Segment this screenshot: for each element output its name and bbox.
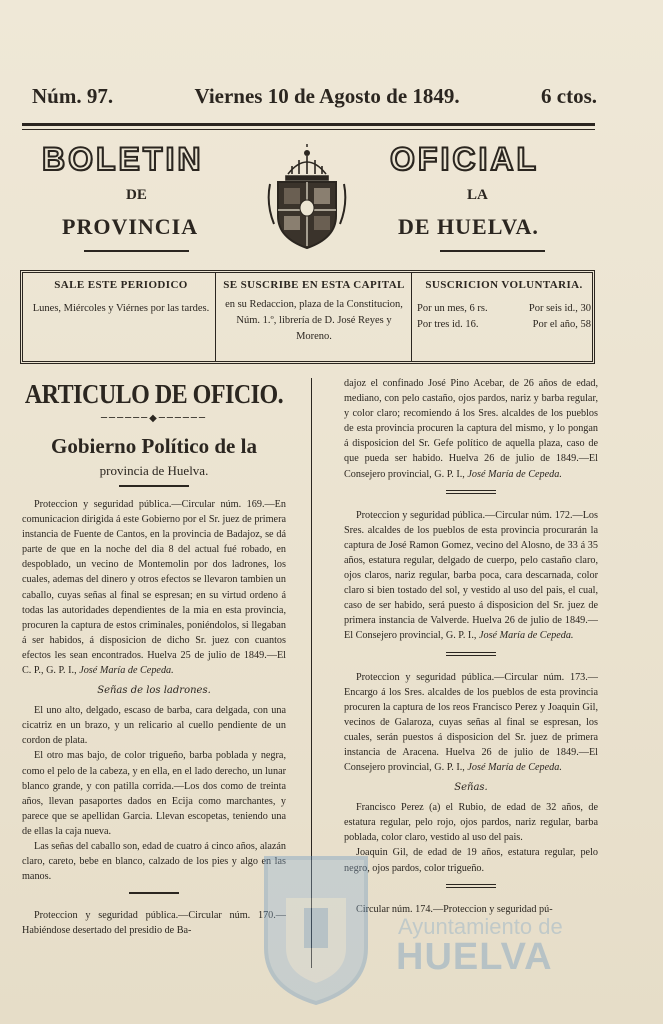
senas-ladrones-heading: Señas de los ladrones. — [97, 685, 211, 697]
infobox-col2-title: SE SUSCRIBE EN ESTA CAPITAL — [223, 279, 405, 291]
title-de: DE — [126, 187, 147, 203]
infobox-col1-text: Lunes, Miércoles y Viérnes por las tardes. — [32, 303, 210, 314]
column-separator — [311, 378, 312, 968]
price-one-year: Por el año, 58 — [532, 319, 591, 330]
infobox-col-periodicity — [31, 277, 211, 357]
description-joaquin-gil: Joaquin Gil, de edad de 19 años, estatura regular, pelo negro, ojos pardos, color trigueño. — [344, 847, 598, 874]
watermark-line-1: Ayuntamiento de — [398, 914, 563, 939]
senas-heading: Señas. — [454, 782, 488, 794]
price-three-months: Por tres id. 16. — [417, 319, 479, 330]
circular-174: Circular núm. 174.—Proteccion y seguridad pú- — [356, 903, 553, 915]
masthead-rule-thin — [22, 129, 595, 130]
section-rule — [119, 485, 189, 487]
signature: José María de Cepeda. — [467, 468, 562, 480]
title-oficial: OFICIAL — [390, 141, 539, 177]
paragraph-separator — [446, 490, 496, 494]
right-column — [344, 376, 598, 917]
description-thief-2: El otro mas bajo, de color trigueño, barba poblada y negra, como el pelo de la cabeza, y en ella, en el lado derecho, un lunar blanco grande, y con patilla corrida.—Los dos como de treinta años, llevan pasaportes dados en Ecija como marchantes, y parece que se apellidan Garcia. Llevan escopetas, teniendo una de ellas la caja nueva. — [22, 750, 286, 837]
watermark-line-2: HUELVA — [396, 936, 553, 978]
paragraph-separator — [129, 892, 179, 894]
description-thief-1: El uno alto, delgado, escaso de barba, cara delgada, con una cicatriz en un brazo, y un relicario al cuello pendiente de un cordon de plata. — [22, 705, 286, 747]
price-row-2 — [417, 317, 591, 333]
infobox-divider-1 — [215, 273, 216, 361]
title-provincia: PROVINCIA — [62, 214, 199, 239]
article-heading: ARTICULO DE OFICIO. — [24, 379, 284, 410]
issue-date: Viernes 10 de Agosto de 1849. — [194, 84, 460, 108]
infobox-col-subscribe — [221, 277, 407, 357]
circular-170: Proteccion y seguridad pública.—Circular núm. 170.—Habiéndose desertado del presidio de Ba- — [22, 910, 286, 937]
section-subheading: provincia de Huelva. — [99, 463, 209, 478]
circular-172: Proteccion y seguridad pública.—Circular núm. 172.—Los Sres. alcaldes de los pueblos de esta provincia procurarán la captura de José Ramon Gomez, vecino del Alosno, de 33 á 35 años, estatura regular, delgado de cuerpo, pelo castaño claro, ojos claros, nariz regular, barba poca, cara descarnada, color claro si bien tostado del sol, y vestido al uso del pais, el cual, caso de ser habido, será puesto á disposicion del Sr. juez de primera instancia de Valverde. Huelva 26 de julio de 1849.—El Consejero provincial, G. P. I., José María de Cepeda. — [344, 509, 598, 642]
price-six-months: Por seis id., 30 — [528, 303, 591, 314]
circular-173: Proteccion y seguridad pública.—Circular núm. 173.—Encargo á los Sres. alcaldes de los pueblos de esta provincia procuren la captura de los reos Francisco Perez y Joaquin Gil, vecinos de Galaroza, cuyas señas al final se espresan, los cuales, serán puestos á disposicion del Sr. juez de primera instancia de Aracena. Huelva 26 de julio de 1849.—El Consejero provincial, G. P. I., José María de Cepeda. — [344, 671, 598, 774]
circular-169: Proteccion y seguridad pública.—Circular núm. 169.—En comunicacion dirigida á este Gobierno por el Sr. juez de primera instancia de Fuente de Cantos, en la provincia de Badajoz, se dá parte de que en la noche del dia 8 del actual fué robado, en despoblado, un vecino de Montemolin por dos ladrones, los cuales, ademas del dinero y otros efectos se llevaron tambien un caballo, cuyas señas al final se espresan; en su virtud ordeno á todas las autoridades dependientes de la mia en esta provincia, procuren la captura de estos criminales, poniéndolos, si llegaban á ser habidos, á disposicion de dicho Sr. juez con cuantos efectos les sean encontrados. Huelva 25 de julio de 1849.—El C. P., G. P. I., José María de Cepeda. — [22, 499, 286, 677]
description-francisco-perez: Francisco Perez (a) el Rubio, de edad de 32 años, de estatura regular, pelo rojo, ojos pardos, nariz regular, barba poblada, color claro, vestido al uso del pais. — [344, 802, 598, 844]
section-heading: Gobierno Político de la — [51, 434, 257, 458]
issue-number: Núm. 97. — [32, 84, 114, 108]
masthead-rule-thick — [22, 123, 595, 126]
description-horse: Las señas del caballo son, edad de cuatro á cinco años, alazán claro, careto, bebe en blanco, calzado de los pies y algo en las manos. — [22, 840, 286, 883]
circular-170-continued: dajoz el confinado José Pino Acebar, de 26 años de edad, mediano, con pelo castaño, ojos pardos, nariz y barba regular, y color claro; recomiendo á los Sres. alcaldes de los pueblos de esta provincia procuren la captura del mismo, y lo pongan á disposicion del Sr. Gefe político de aquella plaza, caso de que pueda ser habido. Huelva 26 de julio de 1849.—El Consejero provincial, G. P. I., José María de Cepeda. — [344, 378, 598, 480]
title-rule-right — [440, 250, 545, 252]
paragraph-separator — [446, 884, 496, 888]
price-row-1 — [417, 301, 591, 317]
infobox-col1-title: SALE ESTE PERIODICO — [54, 279, 188, 291]
signature: José María de Cepeda. — [79, 665, 174, 677]
title-rule-left — [84, 250, 189, 252]
signature: José María de Cepeda. — [478, 630, 574, 642]
masthead-line — [32, 84, 597, 109]
title-de-huelva: DE HUELVA. — [398, 214, 539, 239]
signature: José María de Cepeda. — [467, 762, 562, 774]
subscription-infobox — [20, 270, 595, 364]
title-boletin: BOLETIN — [42, 141, 204, 177]
coat-of-arms-icon — [266, 144, 348, 252]
paragraph-separator — [446, 652, 496, 656]
title-la: LA — [467, 187, 488, 203]
left-column — [22, 378, 286, 938]
price-one-month: Por un mes, 6 rs. — [417, 303, 488, 314]
infobox-col3-title: SUSCRICION VOLUNTARIA. — [425, 279, 583, 291]
infobox-col-prices — [417, 277, 591, 357]
issue-price: 6 ctos. — [541, 84, 597, 108]
ornament-divider: ──────◆────── — [101, 413, 207, 424]
infobox-col2-text: en su Redaccion, plaza de la Constitucion, Núm. 1.º, librería de D. José Reyes y Moreno. — [225, 299, 403, 342]
infobox-divider-2 — [411, 273, 412, 361]
